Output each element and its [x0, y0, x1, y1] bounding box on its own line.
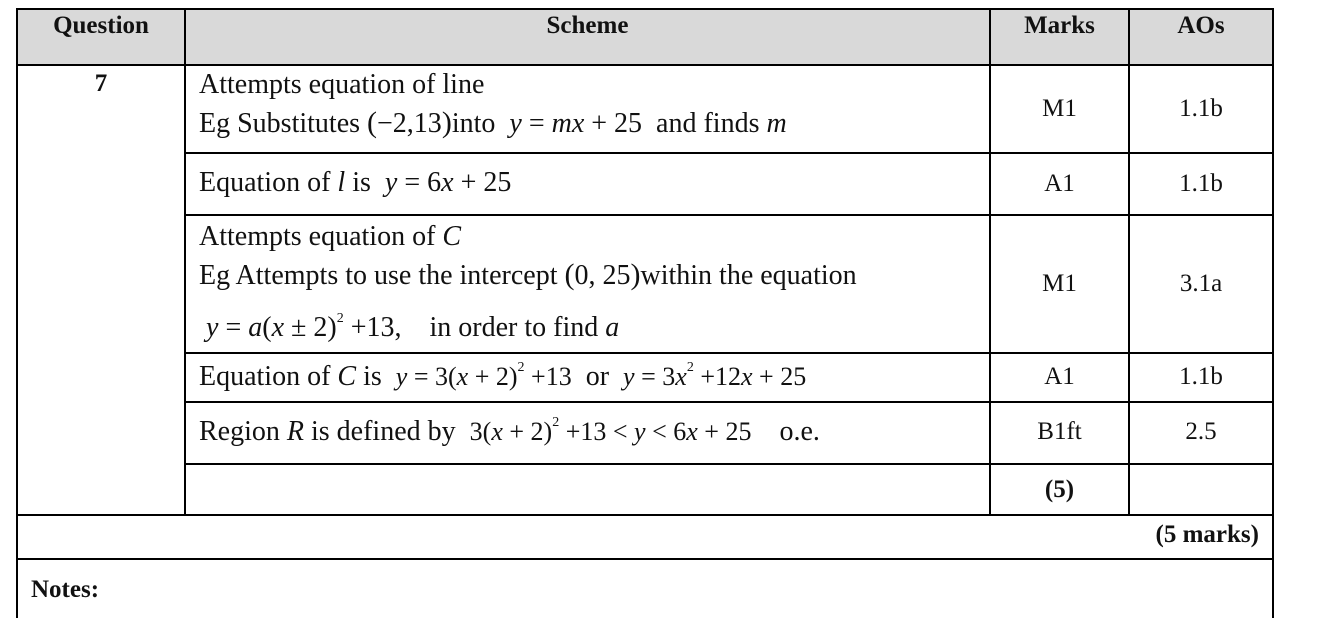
ao-row-3: 3.1a: [1179, 270, 1223, 297]
header-scheme: Scheme: [546, 12, 629, 39]
total-marks: (5 marks): [1155, 521, 1259, 548]
subtotal-marks: (5): [1044, 476, 1075, 503]
ao-row-1: 1.1b: [1179, 95, 1223, 122]
mark-row-3: M1: [1042, 270, 1077, 297]
ao-row-4: 1.1b: [1179, 363, 1223, 390]
header-question: Question: [53, 12, 149, 39]
notes-label: Notes:: [31, 576, 100, 603]
table-border-top: [17, 8, 1274, 10]
header-marks: Marks: [1024, 12, 1095, 39]
ao-row-2: 1.1b: [1179, 170, 1223, 197]
scheme-row-3: [199, 218, 857, 347]
scheme-line: Attempts equation of C: [199, 221, 462, 252]
scheme-line: Eg Attempts to use the intercept (0, 25)within the equation: [199, 258, 857, 291]
row-divider: [185, 352, 1274, 354]
question-number: 7: [94, 70, 108, 97]
notes-divider: [17, 558, 1274, 560]
mark-row-4: A1: [1044, 363, 1075, 390]
mark-row-5: B1ft: [1037, 418, 1082, 445]
total-divider: [17, 514, 1274, 516]
scheme-row-2: Equation of l is y = 6x + 25: [199, 167, 512, 198]
scheme-row-1: [199, 66, 787, 143]
scheme-line: Eg Substitutes (−2,13)into y = mx + 25 and finds m: [199, 106, 787, 139]
row-divider: [185, 214, 1274, 216]
row-divider: [185, 401, 1274, 403]
table-border-left: [16, 8, 18, 618]
ao-row-5: 2.5: [1185, 418, 1217, 445]
scheme-line: $y = a(x \pm 2)^2 +13$, in order to find a: [206, 311, 620, 343]
scheme-line: Attempts equation of line: [199, 69, 485, 100]
scheme-row-5: Region R is defined by $3(x + 2)^2 +13 < y < 6x + 25$ o.e.: [199, 415, 820, 447]
header-aos: AOs: [1177, 12, 1225, 39]
mark-row-2: A1: [1044, 170, 1075, 197]
scheme-row-4: Equation of C is $y = 3(x + 2)^2 +13$ or $y = 3x^2 +12x + 25$: [199, 360, 807, 392]
row-divider: [185, 463, 1274, 465]
mark-row-1: M1: [1042, 95, 1077, 122]
row-divider: [185, 152, 1274, 154]
